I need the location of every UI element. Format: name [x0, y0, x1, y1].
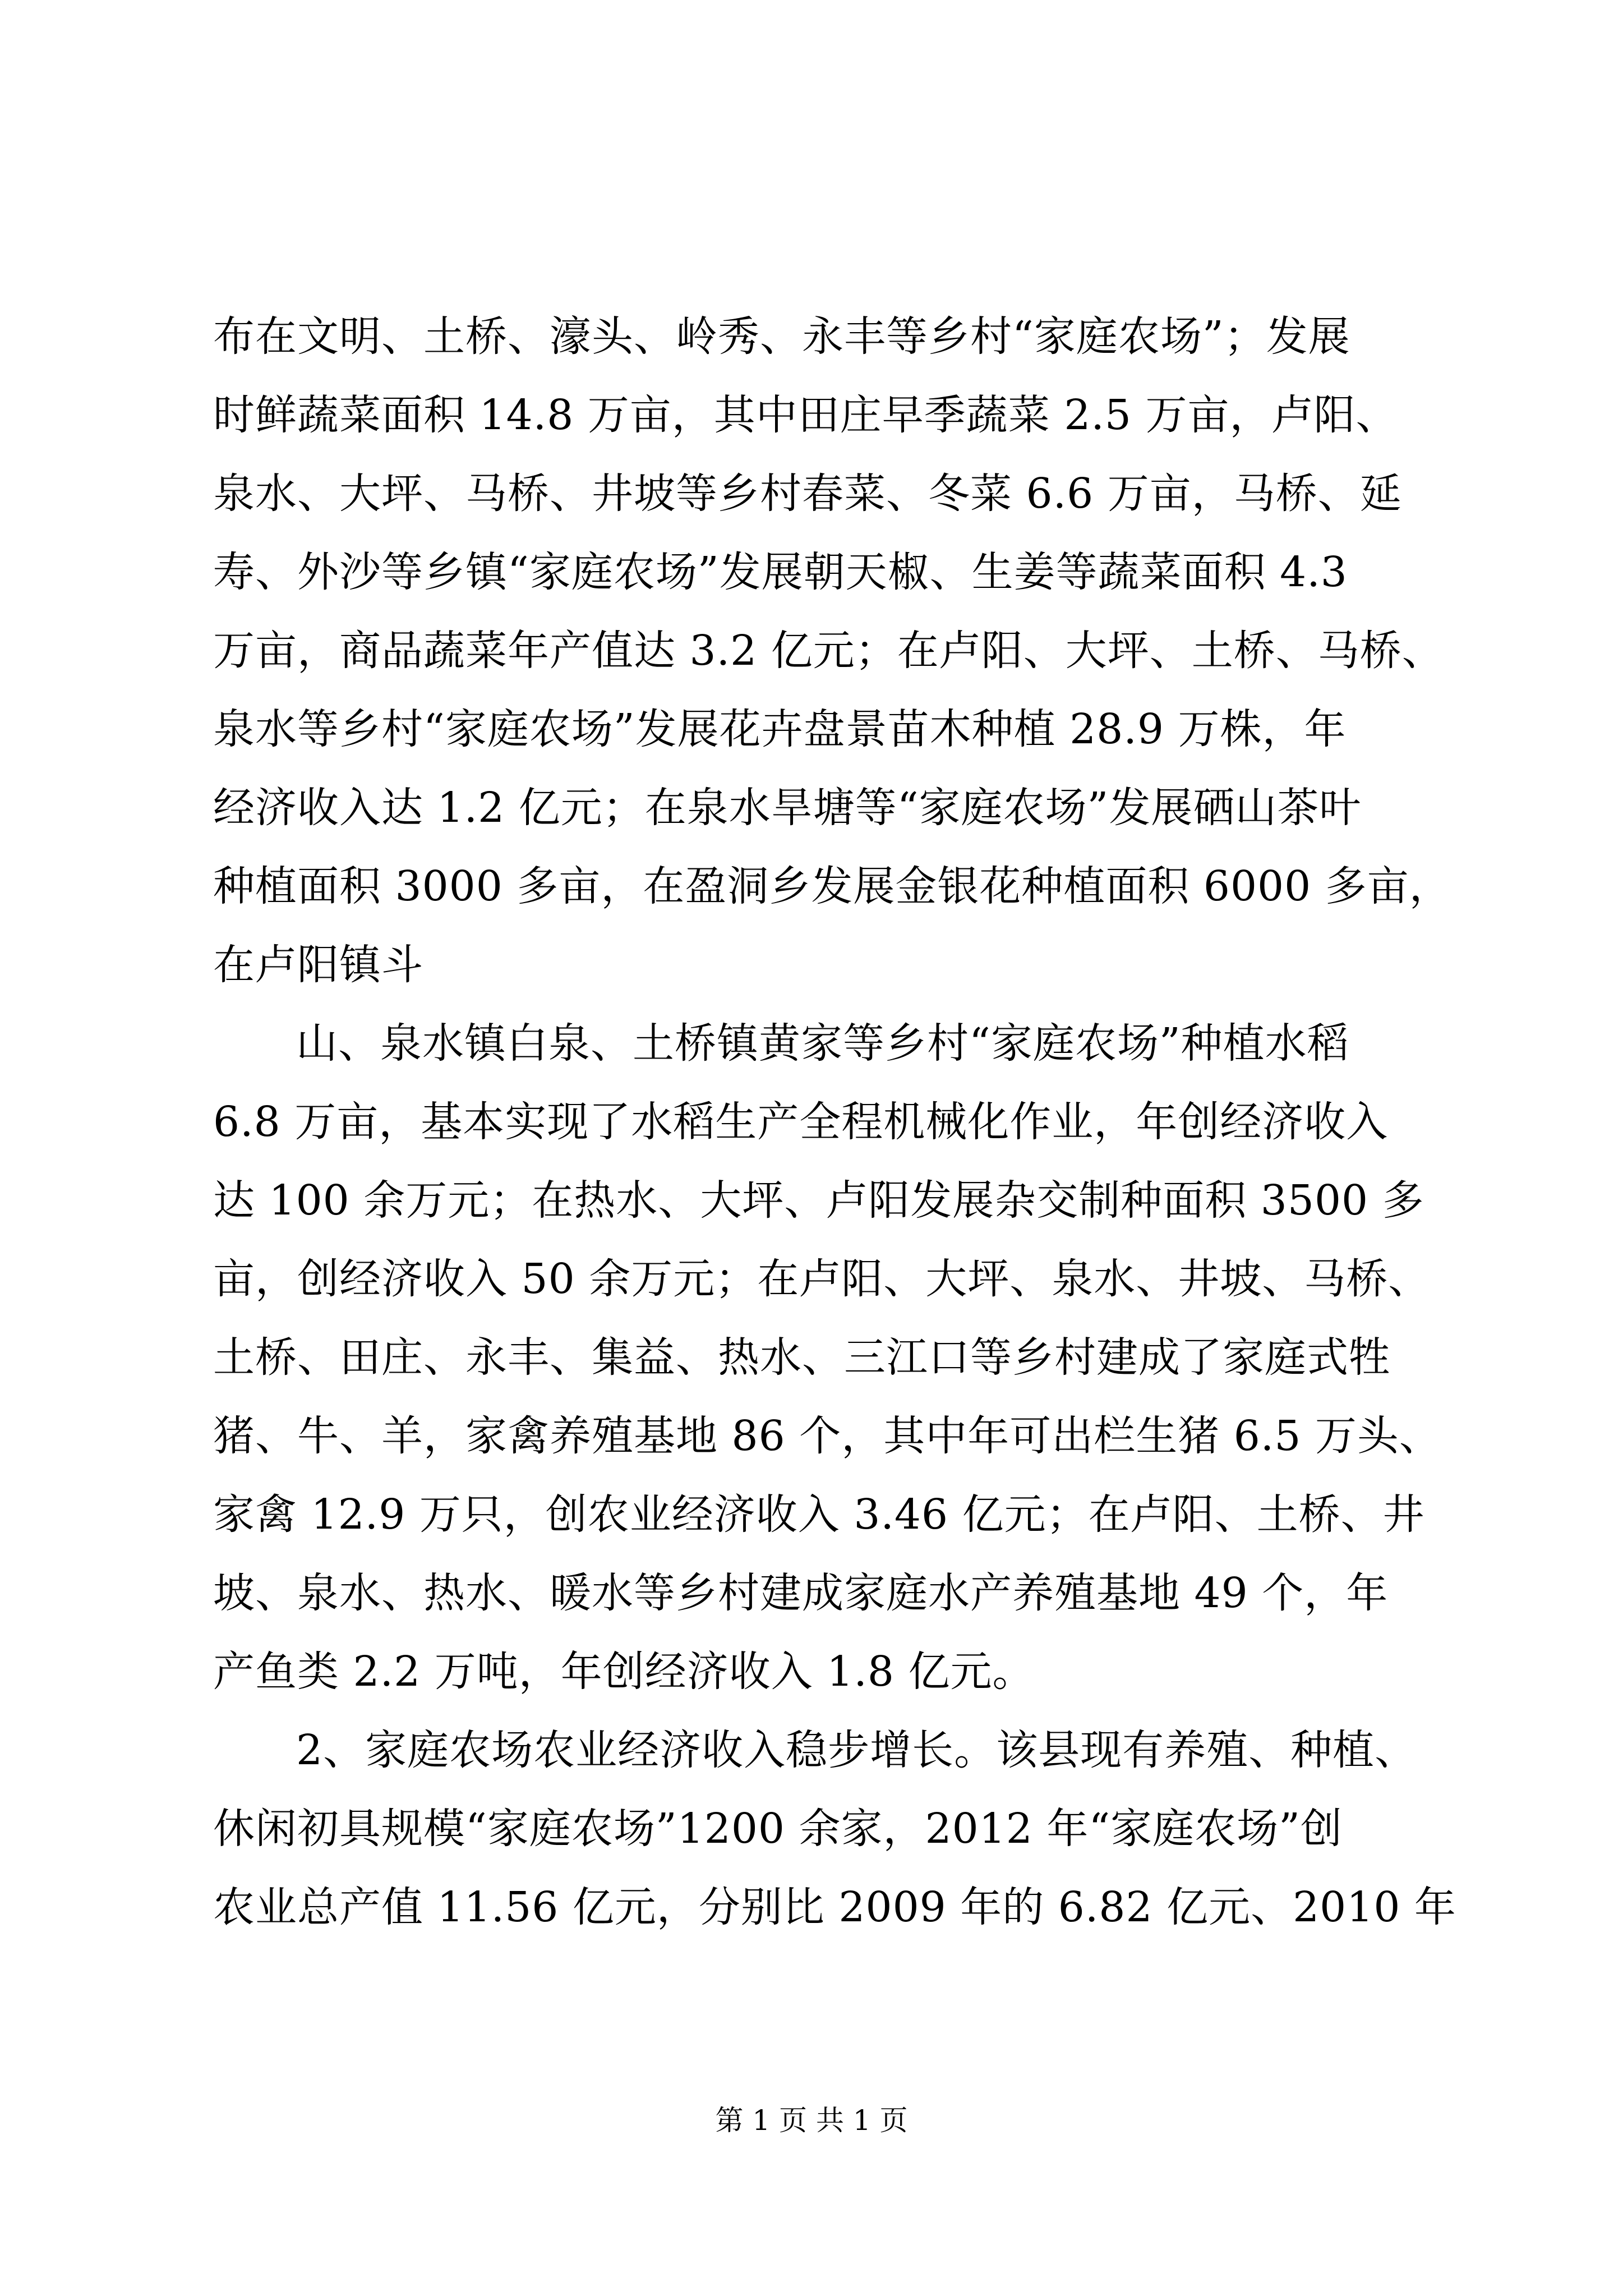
text-line: 土桥、田庄、永丰、集益、热水、三江口等乡村建成了家庭式牲 [213, 1333, 1391, 1382]
text-line: 农业总产值 11.56 亿元，分别比 2009 年的 6.82 亿元、2010 年 [213, 1883, 1456, 1931]
text-line: 寿、外沙等乡镇“家庭农场”发展朝天椒、生姜等蔬菜面积 4.3 [213, 548, 1348, 596]
text-line: 布在文明、土桥、濠头、岭秀、永丰等乡村“家庭农场”；发展 [213, 312, 1350, 361]
text-line: 家禽 12.9 万只，创农业经济收入 3.46 亿元；在卢阳、土桥、井 [213, 1490, 1425, 1539]
text-line: 在卢阳镇斗 [213, 941, 423, 989]
text-line: 泉水等乡村“家庭农场”发展花卉盘景苗木种植 28.9 万株，年 [213, 705, 1347, 753]
text-line: 产鱼类 2.2 万吨，年创经济收入 1.8 亿元。 [213, 1648, 1035, 1696]
document-body [213, 297, 1456, 1947]
page-number-label: 第 1 页 共 1 页 [715, 2104, 908, 2137]
text-line: 经济收入达 1.2 亿元；在泉水旱塘等“家庭农场”发展硒山茶叶 [213, 784, 1362, 832]
text-line: 种植面积 3000 多亩，在盈洞乡发展金银花种植面积 6000 多亩， [213, 862, 1451, 910]
text-line: 亩，创经济收入 50 余万元；在卢阳、大坪、泉水、井坡、马桥、 [213, 1255, 1431, 1303]
text-line: 6.8 万亩，基本实现了水稻生产全程机械化作业，年创经济收入 [213, 1098, 1389, 1146]
text-line: 休闲初具规模“家庭农场”1200 余家，2012 年“家庭农场”创 [213, 1805, 1343, 1853]
text-line: 坡、泉水、热水、暖水等乡村建成家庭水产养殖基地 49 个，年 [213, 1569, 1389, 1617]
text-line: 山、泉水镇白泉、土桥镇黄家等乡村“家庭农场”种植水稻 [296, 1019, 1349, 1068]
text-line: 猪、牛、羊，家禽养殖基地 86 个，其中年可出栏生猪 6.5 万头、 [213, 1412, 1441, 1460]
text-line: 2、家庭农场农业经济收入稳步增长。该县现有养殖、种植、 [296, 1726, 1417, 1774]
text-line: 万亩，商品蔬菜年产值达 3.2 亿元；在卢阳、大坪、土桥、马桥、 [213, 627, 1444, 675]
page-footer [0, 2101, 1623, 2140]
text-line: 时鲜蔬菜面积 14.8 万亩，其中田庄早季蔬菜 2.5 万亩，卢阳、 [213, 391, 1398, 439]
text-line: 泉水、大坪、马桥、井坡等乡村春菜、冬菜 6.6 万亩，马桥、延 [213, 470, 1402, 518]
text-line: 达 100 余万元；在热水、大坪、卢阳发展杂交制种面积 3500 多 [213, 1176, 1424, 1225]
